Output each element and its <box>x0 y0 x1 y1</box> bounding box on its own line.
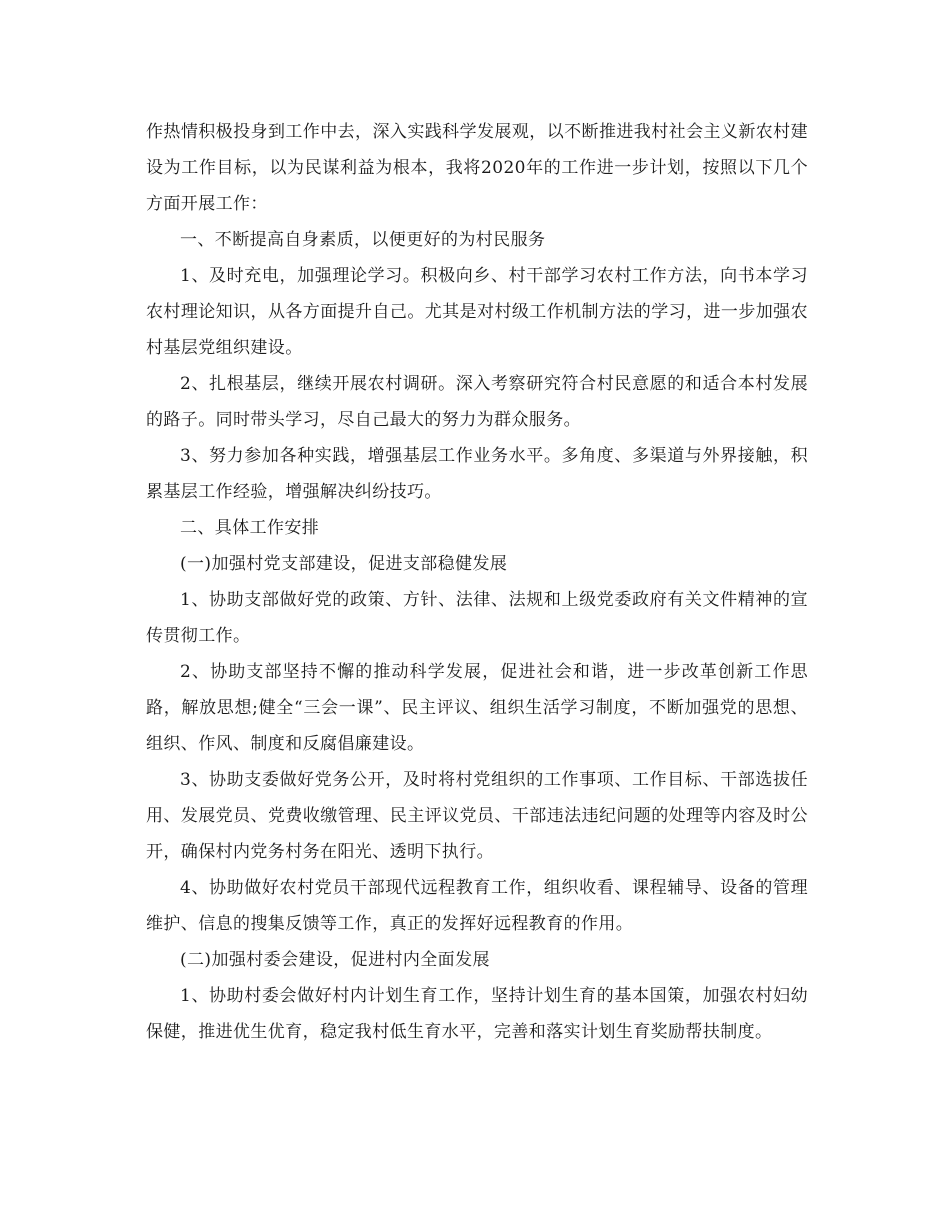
subsection-heading-2-1: (一)加强村党支部建设，促进支部稳健发展 <box>180 554 508 574</box>
paragraph-2-1-2: 2、协助支部坚持不懈的推动科学发展，促进社会和谐，进一步改革创新工作思路，解放思想;健全“三会一课”、民主评议、组织生活学习制度，不断加强党的思想、组织、作风、制度和反腐倡廉建设。 <box>146 662 808 754</box>
paragraph-intro: 作热情积极投身到工作中去，深入实践科学发展观，以不断推进我村社会主义新农村建设为工作目标，以为民谋利益为根本，我将2020年的工作进一步计划，按照以下几个方面开展工作： <box>146 122 808 214</box>
paragraph-1-3: 3、努力参加各种实践，增强基层工作业务水平。多角度、多渠道与外界接触，积累基层工作经验，增强解决纠纷技巧。 <box>146 446 808 502</box>
paragraph-2-1-3: 3、协助支委做好党务公开，及时将村党组织的工作事项、工作目标、干部选拔任用、发展党员、党费收缴管理、民主评议党员、干部违法违纪问题的处理等内容及时公开，确保村内党务村务在阳光、透明下执行。 <box>146 770 808 862</box>
paragraph-2-1-1: 1、协助支部做好党的政策、方针、法律、法规和上级党委政府有关文件精神的宣传贯彻工作。 <box>146 590 808 646</box>
paragraph-1-1: 1、及时充电，加强理论学习。积极向乡、村干部学习农村工作方法，向书本学习农村理论知识，从各方面提升自己。尤其是对村级工作机制方法的学习，进一步加强农村基层党组织建设。 <box>146 266 808 358</box>
paragraph-2-2-1: 1、协助村委会做好村内计划生育工作，坚持计划生育的基本国策，加强农村妇幼保健，推进优生优育，稳定我村低生育水平，完善和落实计划生育奖励帮扶制度。 <box>146 986 808 1042</box>
subsection-heading-2-2: (二)加强村委会建设，促进村内全面发展 <box>180 950 490 970</box>
document-body <box>146 114 808 1050</box>
paragraph-1-2: 2、扎根基层，继续开展农村调研。深入考察研究符合村民意愿的和适合本村发展的路子。同时带头学习，尽自己最大的努力为群众服务。 <box>146 374 808 430</box>
section-heading-1: 一、不断提高自身素质，以便更好的为村民服务 <box>180 230 546 250</box>
paragraph-2-1-4: 4、协助做好农村党员干部现代远程教育工作，组织收看、课程辅导、设备的管理维护、信息的搜集反馈等工作，真正的发挥好远程教育的作用。 <box>146 878 808 934</box>
section-heading-2: 二、具体工作安排 <box>180 518 320 538</box>
